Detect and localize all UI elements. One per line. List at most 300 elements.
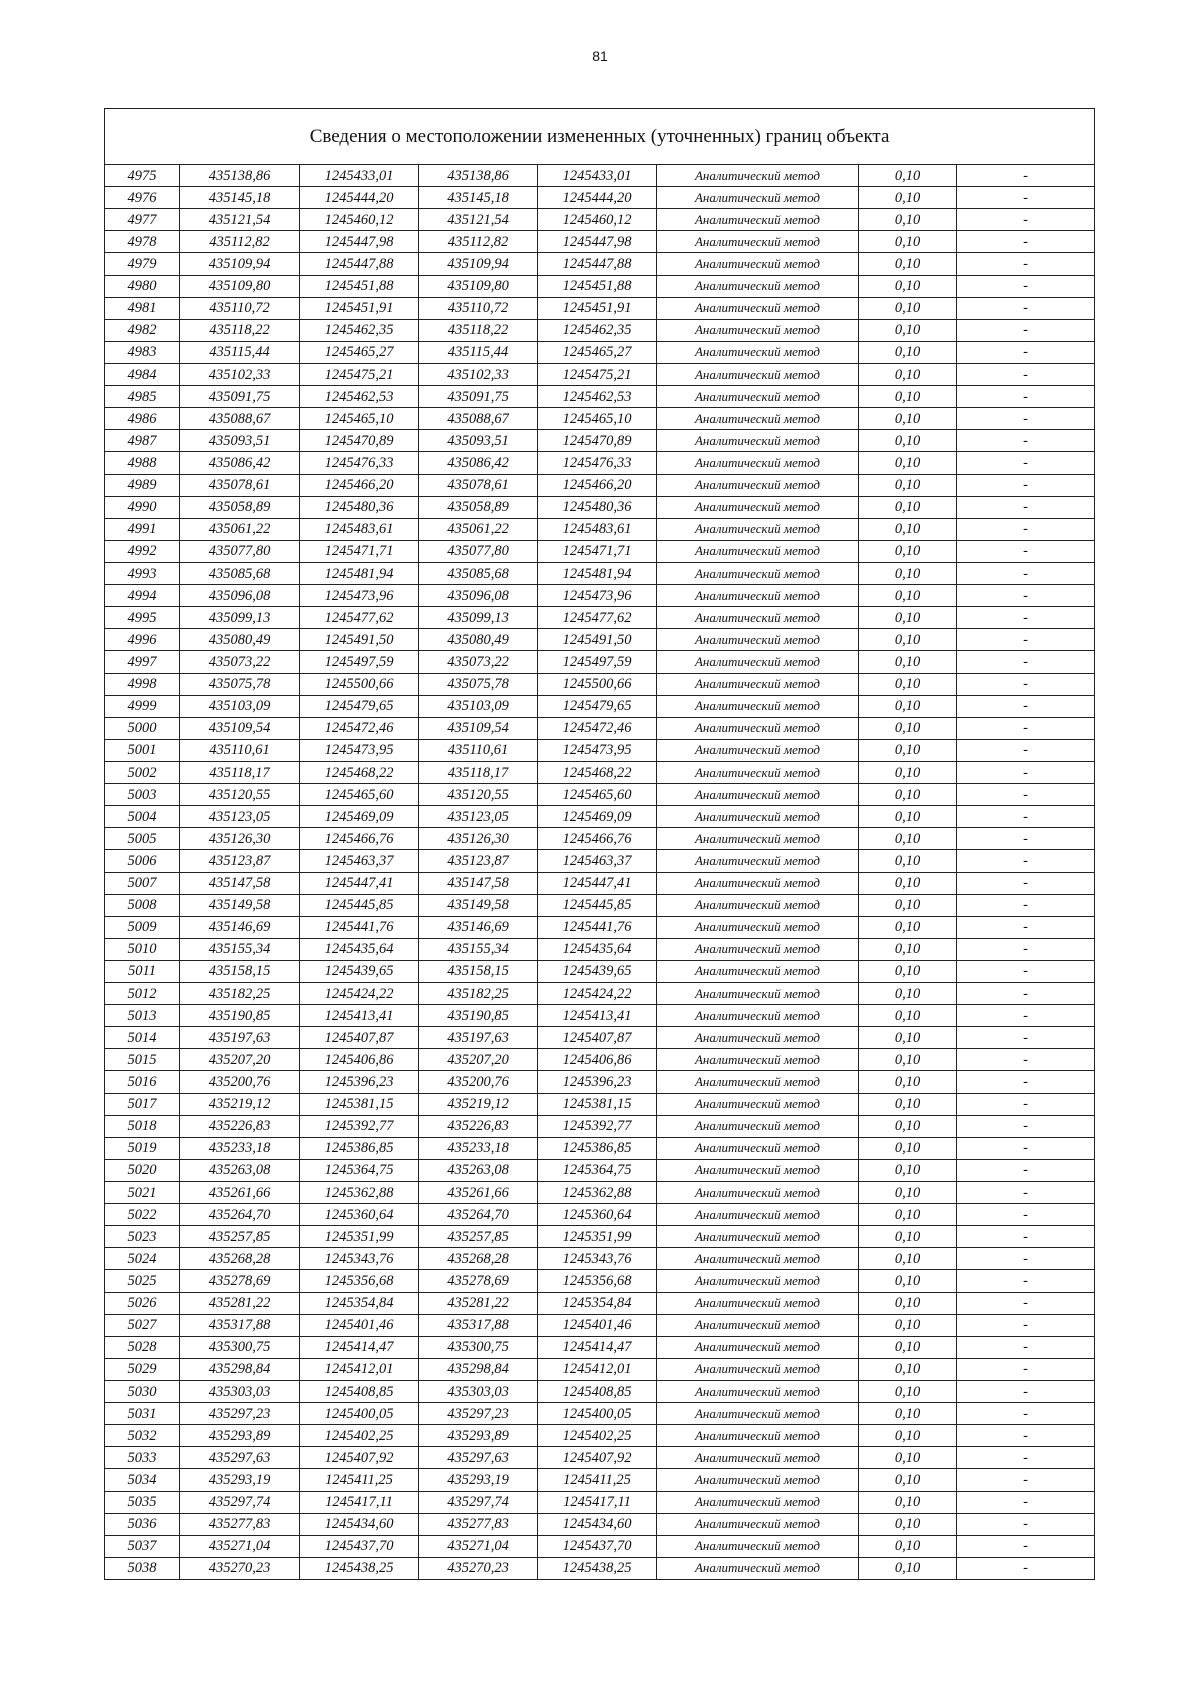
accuracy-cell: 0,10 <box>859 363 957 385</box>
y-new-cell: 1245354,84 <box>538 1292 657 1314</box>
accuracy-cell: 0,10 <box>859 585 957 607</box>
x-existing-cell: 435281,22 <box>180 1292 300 1314</box>
y-new-cell: 1245414,47 <box>538 1336 657 1358</box>
x-existing-cell: 435073,22 <box>180 651 300 673</box>
x-existing-cell: 435118,17 <box>180 761 300 783</box>
y-existing-cell: 1245476,33 <box>300 452 419 474</box>
x-new-cell: 435281,22 <box>419 1292 538 1314</box>
note-cell: - <box>957 518 1095 540</box>
y-existing-cell: 1245480,36 <box>300 496 419 518</box>
table-row <box>105 1513 1095 1535</box>
table-row <box>105 1447 1095 1469</box>
table-row <box>105 562 1095 584</box>
x-new-cell: 435149,58 <box>419 894 538 916</box>
method-cell: Аналитический метод <box>657 187 859 209</box>
x-existing-cell: 435149,58 <box>180 894 300 916</box>
table-row <box>105 983 1095 1005</box>
method-cell: Аналитический метод <box>657 761 859 783</box>
accuracy-cell: 0,10 <box>859 1557 957 1579</box>
table-row <box>105 253 1095 275</box>
note-cell: - <box>957 231 1095 253</box>
accuracy-cell: 0,10 <box>859 518 957 540</box>
x-existing-cell: 435197,63 <box>180 1027 300 1049</box>
table-row <box>105 1425 1095 1447</box>
method-cell: Аналитический метод <box>657 319 859 341</box>
table-row <box>105 474 1095 496</box>
table-row <box>105 1027 1095 1049</box>
x-new-cell: 435300,75 <box>419 1336 538 1358</box>
table-row <box>105 1115 1095 1137</box>
x-new-cell: 435155,34 <box>419 938 538 960</box>
y-new-cell: 1245406,86 <box>538 1049 657 1071</box>
accuracy-cell: 0,10 <box>859 1403 957 1425</box>
note-cell: - <box>957 165 1095 187</box>
accuracy-cell: 0,10 <box>859 187 957 209</box>
method-cell: Аналитический метод <box>657 1159 859 1181</box>
method-cell: Аналитический метод <box>657 430 859 452</box>
note-cell: - <box>957 673 1095 695</box>
method-cell: Аналитический метод <box>657 1226 859 1248</box>
table-row <box>105 430 1095 452</box>
y-existing-cell: 1245477,62 <box>300 607 419 629</box>
x-existing-cell: 435263,08 <box>180 1159 300 1181</box>
table-row <box>105 1557 1095 1579</box>
table-row <box>105 651 1095 673</box>
point-number-cell: 5015 <box>105 1049 180 1071</box>
y-existing-cell: 1245447,98 <box>300 231 419 253</box>
table-row <box>105 1005 1095 1027</box>
x-existing-cell: 435115,44 <box>180 341 300 363</box>
y-existing-cell: 1245413,41 <box>300 1005 419 1027</box>
note-cell: - <box>957 474 1095 496</box>
x-new-cell: 435257,85 <box>419 1226 538 1248</box>
method-cell: Аналитический метод <box>657 1115 859 1137</box>
x-new-cell: 435190,85 <box>419 1005 538 1027</box>
table-row <box>105 872 1095 894</box>
x-existing-cell: 435109,94 <box>180 253 300 275</box>
table-row <box>105 319 1095 341</box>
method-cell: Аналитический метод <box>657 1182 859 1204</box>
x-existing-cell: 435080,49 <box>180 629 300 651</box>
y-new-cell: 1245447,88 <box>538 253 657 275</box>
accuracy-cell: 0,10 <box>859 1292 957 1314</box>
point-number-cell: 4979 <box>105 253 180 275</box>
x-existing-cell: 435145,18 <box>180 187 300 209</box>
note-cell: - <box>957 386 1095 408</box>
point-number-cell: 4987 <box>105 430 180 452</box>
table-row <box>105 408 1095 430</box>
x-new-cell: 435078,61 <box>419 474 538 496</box>
note-cell: - <box>957 1027 1095 1049</box>
note-cell: - <box>957 1226 1095 1248</box>
accuracy-cell: 0,10 <box>859 231 957 253</box>
x-new-cell: 435147,58 <box>419 872 538 894</box>
y-existing-cell: 1245411,25 <box>300 1469 419 1491</box>
x-new-cell: 435086,42 <box>419 452 538 474</box>
y-new-cell: 1245451,88 <box>538 275 657 297</box>
x-existing-cell: 435190,85 <box>180 1005 300 1027</box>
point-number-cell: 4999 <box>105 695 180 717</box>
x-new-cell: 435271,04 <box>419 1535 538 1557</box>
x-existing-cell: 435109,80 <box>180 275 300 297</box>
y-existing-cell: 1245417,11 <box>300 1491 419 1513</box>
table-row <box>105 209 1095 231</box>
note-cell: - <box>957 828 1095 850</box>
accuracy-cell: 0,10 <box>859 1513 957 1535</box>
x-new-cell: 435121,54 <box>419 209 538 231</box>
x-existing-cell: 435138,86 <box>180 165 300 187</box>
x-new-cell: 435093,51 <box>419 430 538 452</box>
note-cell: - <box>957 562 1095 584</box>
method-cell: Аналитический метод <box>657 1535 859 1557</box>
y-existing-cell: 1245439,65 <box>300 960 419 982</box>
y-new-cell: 1245362,88 <box>538 1182 657 1204</box>
y-new-cell: 1245480,36 <box>538 496 657 518</box>
y-new-cell: 1245412,01 <box>538 1358 657 1380</box>
accuracy-cell: 0,10 <box>859 430 957 452</box>
point-number-cell: 4991 <box>105 518 180 540</box>
y-existing-cell: 1245500,66 <box>300 673 419 695</box>
y-new-cell: 1245381,15 <box>538 1093 657 1115</box>
y-new-cell: 1245466,76 <box>538 828 657 850</box>
accuracy-cell: 0,10 <box>859 960 957 982</box>
table-row <box>105 386 1095 408</box>
x-existing-cell: 435109,54 <box>180 717 300 739</box>
accuracy-cell: 0,10 <box>859 165 957 187</box>
method-cell: Аналитический метод <box>657 1425 859 1447</box>
y-new-cell: 1245435,64 <box>538 938 657 960</box>
table-title-row <box>105 109 1095 165</box>
table-row <box>105 1182 1095 1204</box>
method-cell: Аналитический метод <box>657 983 859 1005</box>
y-existing-cell: 1245438,25 <box>300 1557 419 1579</box>
point-number-cell: 4980 <box>105 275 180 297</box>
y-new-cell: 1245401,46 <box>538 1314 657 1336</box>
point-number-cell: 5036 <box>105 1513 180 1535</box>
point-number-cell: 5008 <box>105 894 180 916</box>
point-number-cell: 5019 <box>105 1137 180 1159</box>
point-number-cell: 5018 <box>105 1115 180 1137</box>
table-row <box>105 231 1095 253</box>
x-new-cell: 435145,18 <box>419 187 538 209</box>
y-new-cell: 1245477,62 <box>538 607 657 629</box>
accuracy-cell: 0,10 <box>859 629 957 651</box>
note-cell: - <box>957 297 1095 319</box>
method-cell: Аналитический метод <box>657 651 859 673</box>
accuracy-cell: 0,10 <box>859 1314 957 1336</box>
y-existing-cell: 1245354,84 <box>300 1292 419 1314</box>
y-existing-cell: 1245497,59 <box>300 651 419 673</box>
accuracy-cell: 0,10 <box>859 1381 957 1403</box>
x-new-cell: 435226,83 <box>419 1115 538 1137</box>
x-existing-cell: 435268,28 <box>180 1248 300 1270</box>
y-existing-cell: 1245470,89 <box>300 430 419 452</box>
method-cell: Аналитический метод <box>657 1381 859 1403</box>
point-number-cell: 5037 <box>105 1535 180 1557</box>
y-existing-cell: 1245472,46 <box>300 717 419 739</box>
point-number-cell: 5026 <box>105 1292 180 1314</box>
point-number-cell: 5030 <box>105 1381 180 1403</box>
x-new-cell: 435303,03 <box>419 1381 538 1403</box>
y-existing-cell: 1245462,53 <box>300 386 419 408</box>
method-cell: Аналитический метод <box>657 585 859 607</box>
note-cell: - <box>957 341 1095 363</box>
y-new-cell: 1245462,35 <box>538 319 657 341</box>
note-cell: - <box>957 430 1095 452</box>
accuracy-cell: 0,10 <box>859 761 957 783</box>
y-new-cell: 1245471,71 <box>538 540 657 562</box>
table-row <box>105 1535 1095 1557</box>
accuracy-cell: 0,10 <box>859 1204 957 1226</box>
y-existing-cell: 1245435,64 <box>300 938 419 960</box>
x-existing-cell: 435110,72 <box>180 297 300 319</box>
y-new-cell: 1245465,10 <box>538 408 657 430</box>
note-cell: - <box>957 1292 1095 1314</box>
note-cell: - <box>957 1358 1095 1380</box>
x-new-cell: 435075,78 <box>419 673 538 695</box>
method-cell: Аналитический метод <box>657 717 859 739</box>
x-new-cell: 435073,22 <box>419 651 538 673</box>
note-cell: - <box>957 1049 1095 1071</box>
point-number-cell: 5038 <box>105 1557 180 1579</box>
accuracy-cell: 0,10 <box>859 983 957 1005</box>
x-existing-cell: 435207,20 <box>180 1049 300 1071</box>
note-cell: - <box>957 363 1095 385</box>
note-cell: - <box>957 187 1095 209</box>
x-existing-cell: 435278,69 <box>180 1270 300 1292</box>
x-new-cell: 435138,86 <box>419 165 538 187</box>
accuracy-cell: 0,10 <box>859 452 957 474</box>
accuracy-cell: 0,10 <box>859 341 957 363</box>
x-new-cell: 435102,33 <box>419 363 538 385</box>
boundary-coordinates-table <box>104 108 1095 1580</box>
note-cell: - <box>957 1270 1095 1292</box>
x-existing-cell: 435219,12 <box>180 1093 300 1115</box>
x-new-cell: 435096,08 <box>419 585 538 607</box>
y-new-cell: 1245476,33 <box>538 452 657 474</box>
note-cell: - <box>957 916 1095 938</box>
point-number-cell: 4994 <box>105 585 180 607</box>
y-new-cell: 1245402,25 <box>538 1425 657 1447</box>
point-number-cell: 4997 <box>105 651 180 673</box>
x-new-cell: 435110,61 <box>419 739 538 761</box>
y-new-cell: 1245497,59 <box>538 651 657 673</box>
y-new-cell: 1245392,77 <box>538 1115 657 1137</box>
x-new-cell: 435109,94 <box>419 253 538 275</box>
method-cell: Аналитический метод <box>657 960 859 982</box>
y-existing-cell: 1245465,10 <box>300 408 419 430</box>
method-cell: Аналитический метод <box>657 629 859 651</box>
y-new-cell: 1245447,98 <box>538 231 657 253</box>
x-existing-cell: 435099,13 <box>180 607 300 629</box>
x-existing-cell: 435233,18 <box>180 1137 300 1159</box>
x-new-cell: 435061,22 <box>419 518 538 540</box>
x-new-cell: 435126,30 <box>419 828 538 850</box>
method-cell: Аналитический метод <box>657 1336 859 1358</box>
x-existing-cell: 435110,61 <box>180 739 300 761</box>
method-cell: Аналитический метод <box>657 850 859 872</box>
accuracy-cell: 0,10 <box>859 540 957 562</box>
x-existing-cell: 435058,89 <box>180 496 300 518</box>
y-existing-cell: 1245460,12 <box>300 209 419 231</box>
x-new-cell: 435200,76 <box>419 1071 538 1093</box>
point-number-cell: 5005 <box>105 828 180 850</box>
method-cell: Аналитический метод <box>657 872 859 894</box>
point-number-cell: 4986 <box>105 408 180 430</box>
x-existing-cell: 435085,68 <box>180 562 300 584</box>
y-new-cell: 1245360,64 <box>538 1204 657 1226</box>
method-cell: Аналитический метод <box>657 784 859 806</box>
y-new-cell: 1245364,75 <box>538 1159 657 1181</box>
note-cell: - <box>957 1093 1095 1115</box>
x-existing-cell: 435096,08 <box>180 585 300 607</box>
point-number-cell: 5034 <box>105 1469 180 1491</box>
y-new-cell: 1245386,85 <box>538 1137 657 1159</box>
x-new-cell: 435268,28 <box>419 1248 538 1270</box>
x-existing-cell: 435146,69 <box>180 916 300 938</box>
accuracy-cell: 0,10 <box>859 1425 957 1447</box>
x-existing-cell: 435182,25 <box>180 983 300 1005</box>
table-row <box>105 540 1095 562</box>
method-cell: Аналитический метод <box>657 386 859 408</box>
table-row <box>105 806 1095 828</box>
accuracy-cell: 0,10 <box>859 1027 957 1049</box>
table-row <box>105 960 1095 982</box>
x-existing-cell: 435086,42 <box>180 452 300 474</box>
y-new-cell: 1245463,37 <box>538 850 657 872</box>
x-existing-cell: 435123,05 <box>180 806 300 828</box>
y-new-cell: 1245444,20 <box>538 187 657 209</box>
x-existing-cell: 435200,76 <box>180 1071 300 1093</box>
accuracy-cell: 0,10 <box>859 319 957 341</box>
note-cell: - <box>957 607 1095 629</box>
table-row <box>105 297 1095 319</box>
x-new-cell: 435297,63 <box>419 1447 538 1469</box>
method-cell: Аналитический метод <box>657 1358 859 1380</box>
x-existing-cell: 435118,22 <box>180 319 300 341</box>
method-cell: Аналитический метод <box>657 673 859 695</box>
point-number-cell: 5002 <box>105 761 180 783</box>
x-existing-cell: 435088,67 <box>180 408 300 430</box>
accuracy-cell: 0,10 <box>859 253 957 275</box>
x-new-cell: 435110,72 <box>419 297 538 319</box>
point-number-cell: 5012 <box>105 983 180 1005</box>
table-row <box>105 1491 1095 1513</box>
x-existing-cell: 435078,61 <box>180 474 300 496</box>
table-row <box>105 452 1095 474</box>
accuracy-cell: 0,10 <box>859 1115 957 1137</box>
method-cell: Аналитический метод <box>657 1447 859 1469</box>
y-new-cell: 1245411,25 <box>538 1469 657 1491</box>
y-new-cell: 1245465,27 <box>538 341 657 363</box>
y-existing-cell: 1245466,76 <box>300 828 419 850</box>
accuracy-cell: 0,10 <box>859 806 957 828</box>
y-existing-cell: 1245465,60 <box>300 784 419 806</box>
point-number-cell: 4996 <box>105 629 180 651</box>
y-existing-cell: 1245447,41 <box>300 872 419 894</box>
y-existing-cell: 1245466,20 <box>300 474 419 496</box>
y-existing-cell: 1245445,85 <box>300 894 419 916</box>
method-cell: Аналитический метод <box>657 408 859 430</box>
x-existing-cell: 435147,58 <box>180 872 300 894</box>
y-existing-cell: 1245362,88 <box>300 1182 419 1204</box>
x-existing-cell: 435264,70 <box>180 1204 300 1226</box>
method-cell: Аналитический метод <box>657 341 859 363</box>
y-new-cell: 1245433,01 <box>538 165 657 187</box>
table-row <box>105 1469 1095 1491</box>
method-cell: Аналитический метод <box>657 1204 859 1226</box>
table-row <box>105 165 1095 187</box>
table-row <box>105 1049 1095 1071</box>
x-new-cell: 435058,89 <box>419 496 538 518</box>
accuracy-cell: 0,10 <box>859 1137 957 1159</box>
x-new-cell: 435109,54 <box>419 717 538 739</box>
method-cell: Аналитический метод <box>657 1513 859 1535</box>
method-cell: Аналитический метод <box>657 1137 859 1159</box>
table-row <box>105 1292 1095 1314</box>
y-existing-cell: 1245469,09 <box>300 806 419 828</box>
accuracy-cell: 0,10 <box>859 386 957 408</box>
x-existing-cell: 435120,55 <box>180 784 300 806</box>
point-number-cell: 5024 <box>105 1248 180 1270</box>
note-cell: - <box>957 1425 1095 1447</box>
x-new-cell: 435317,88 <box>419 1314 538 1336</box>
accuracy-cell: 0,10 <box>859 474 957 496</box>
y-existing-cell: 1245465,27 <box>300 341 419 363</box>
y-existing-cell: 1245483,61 <box>300 518 419 540</box>
y-new-cell: 1245472,46 <box>538 717 657 739</box>
note-cell: - <box>957 1513 1095 1535</box>
table-row <box>105 894 1095 916</box>
note-cell: - <box>957 1535 1095 1557</box>
x-new-cell: 435298,84 <box>419 1358 538 1380</box>
note-cell: - <box>957 806 1095 828</box>
accuracy-cell: 0,10 <box>859 408 957 430</box>
method-cell: Аналитический метод <box>657 496 859 518</box>
note-cell: - <box>957 1403 1095 1425</box>
y-existing-cell: 1245402,25 <box>300 1425 419 1447</box>
note-cell: - <box>957 717 1095 739</box>
method-cell: Аналитический метод <box>657 1292 859 1314</box>
accuracy-cell: 0,10 <box>859 496 957 518</box>
x-new-cell: 435293,89 <box>419 1425 538 1447</box>
note-cell: - <box>957 275 1095 297</box>
note-cell: - <box>957 253 1095 275</box>
x-new-cell: 435088,67 <box>419 408 538 430</box>
x-new-cell: 435120,55 <box>419 784 538 806</box>
method-cell: Аналитический метод <box>657 474 859 496</box>
x-existing-cell: 435293,89 <box>180 1425 300 1447</box>
note-cell: - <box>957 1381 1095 1403</box>
point-number-cell: 5017 <box>105 1093 180 1115</box>
x-new-cell: 435158,15 <box>419 960 538 982</box>
x-new-cell: 435146,69 <box>419 916 538 938</box>
accuracy-cell: 0,10 <box>859 1005 957 1027</box>
point-number-cell: 5003 <box>105 784 180 806</box>
y-existing-cell: 1245407,92 <box>300 1447 419 1469</box>
point-number-cell: 5013 <box>105 1005 180 1027</box>
note-cell: - <box>957 761 1095 783</box>
method-cell: Аналитический метод <box>657 209 859 231</box>
method-cell: Аналитический метод <box>657 518 859 540</box>
x-new-cell: 435277,83 <box>419 1513 538 1535</box>
y-new-cell: 1245465,60 <box>538 784 657 806</box>
y-existing-cell: 1245412,01 <box>300 1358 419 1380</box>
x-new-cell: 435197,63 <box>419 1027 538 1049</box>
method-cell: Аналитический метод <box>657 540 859 562</box>
method-cell: Аналитический метод <box>657 363 859 385</box>
point-number-cell: 5033 <box>105 1447 180 1469</box>
